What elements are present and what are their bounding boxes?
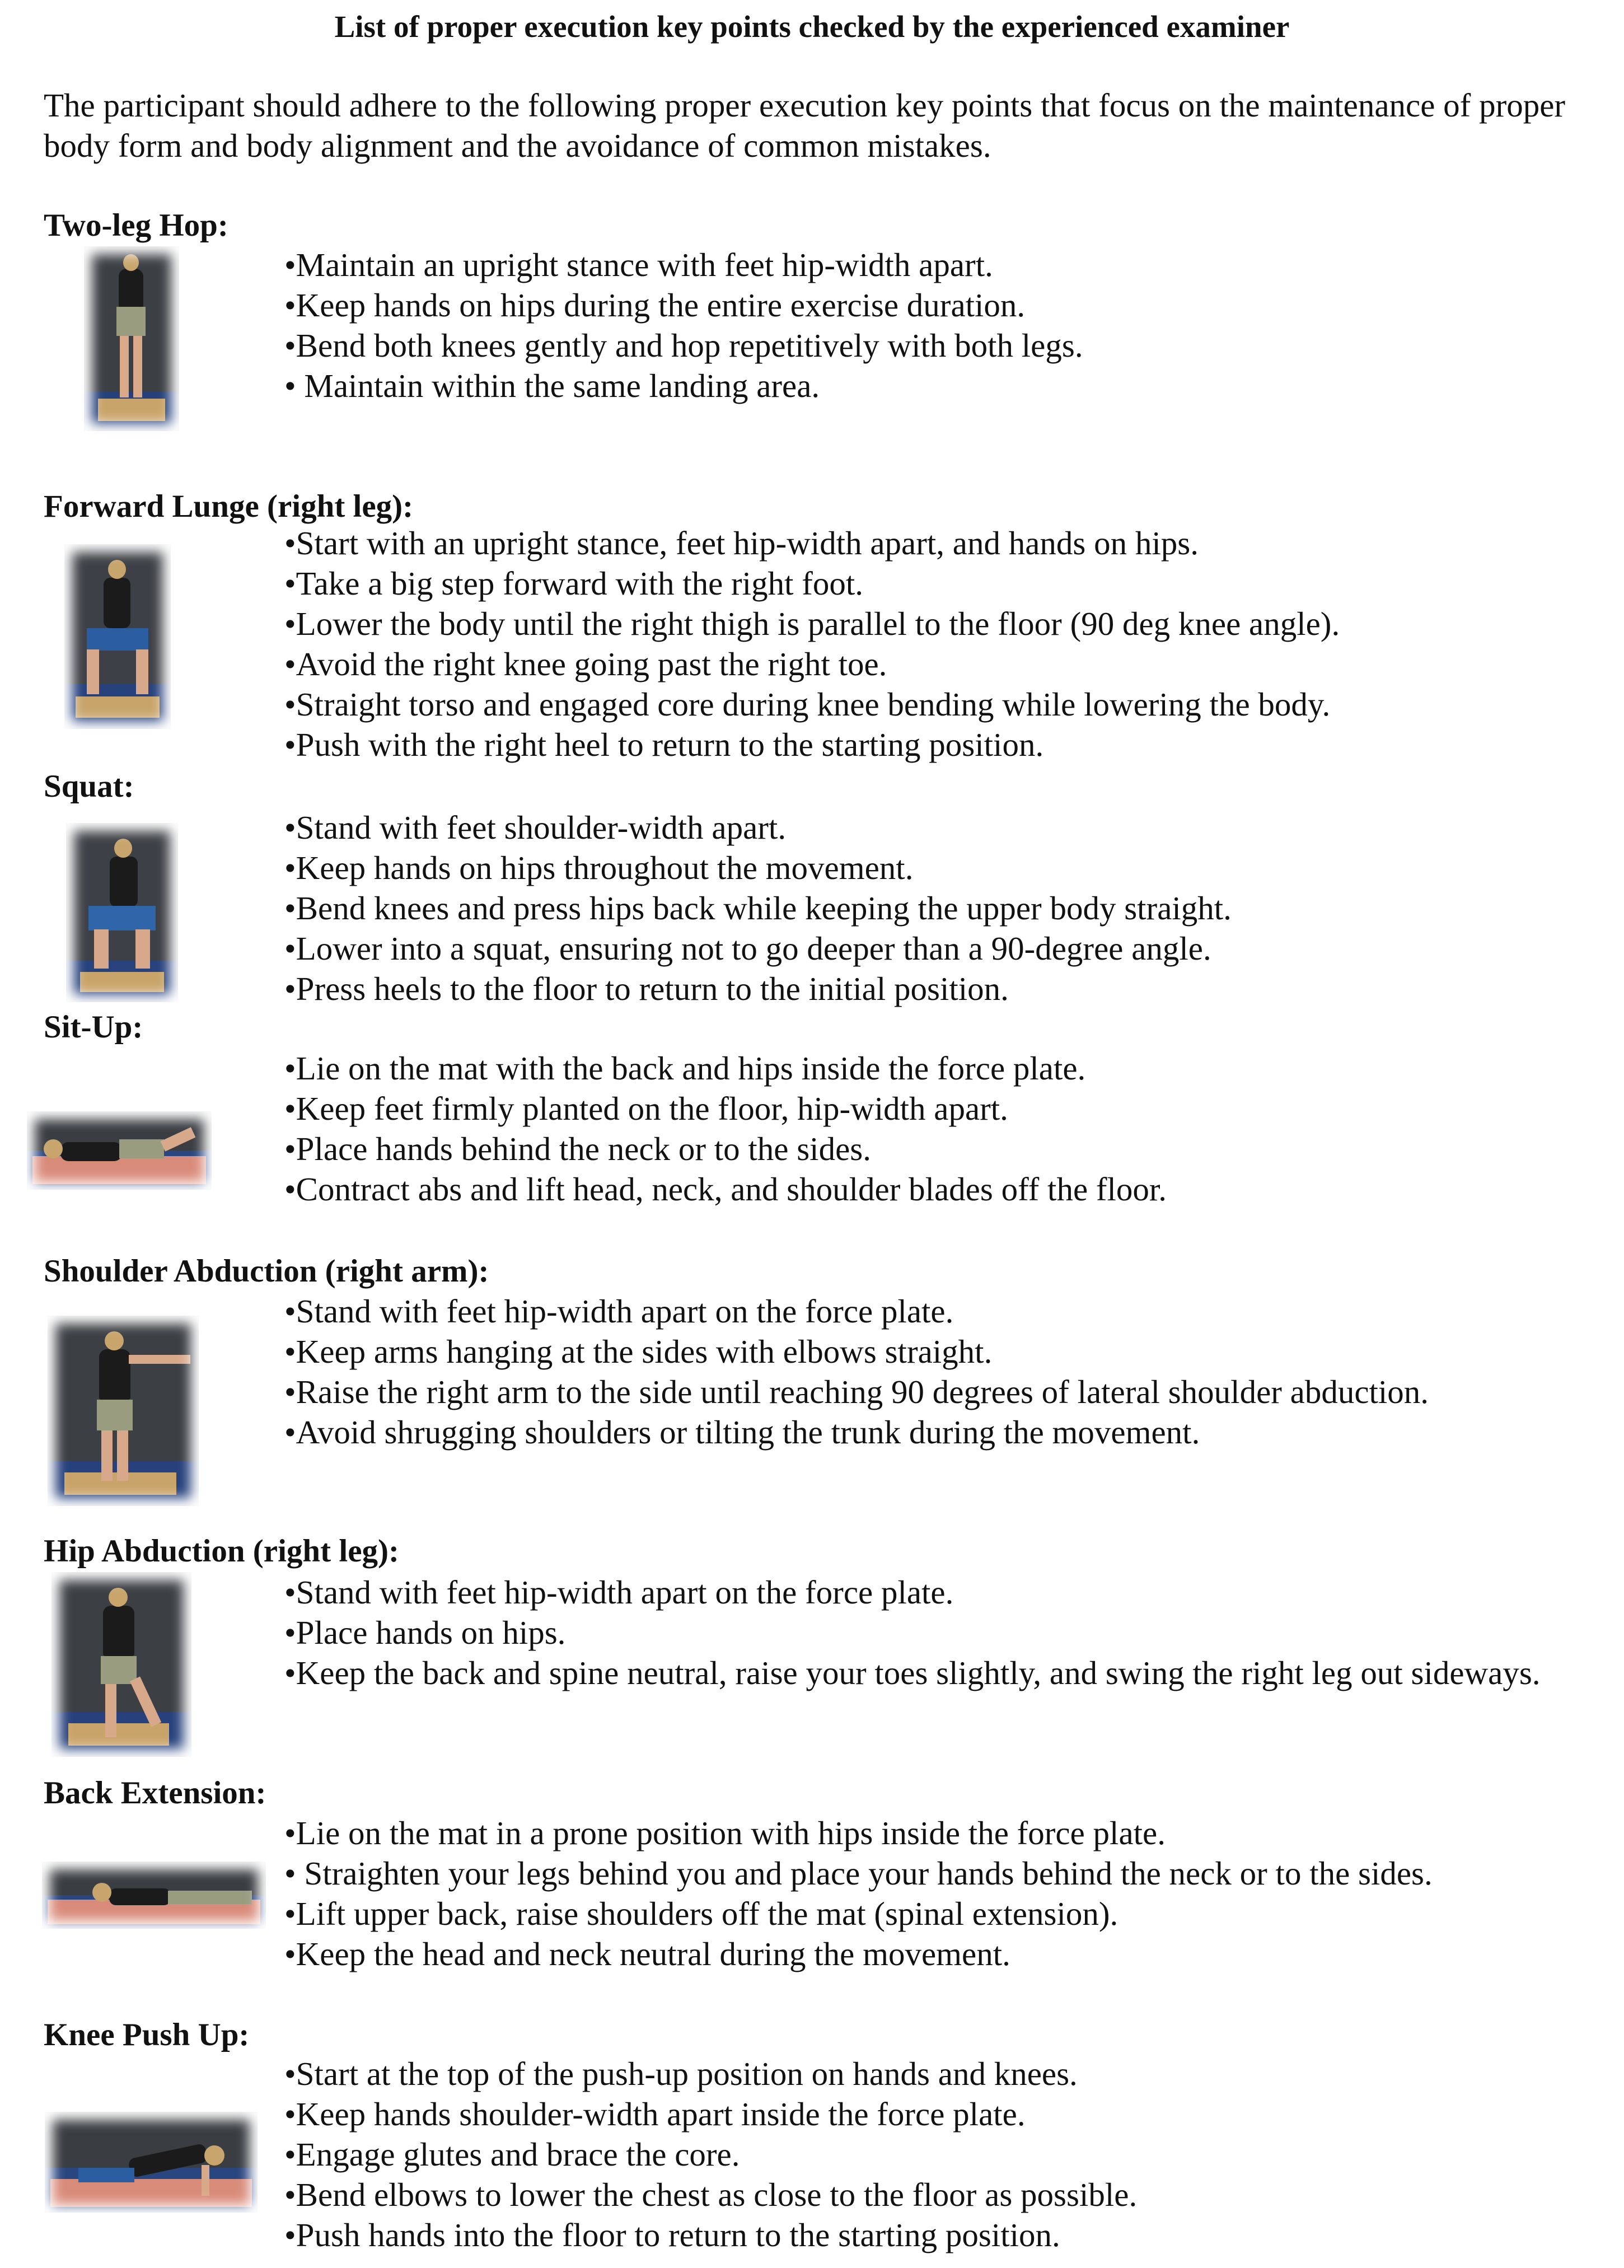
knee-push-up-bullets: [284, 2054, 1606, 2255]
bullet-item: •Press heels to the floor to return to the initial position.: [284, 970, 1009, 1007]
bullet-item: •Bend elbows to lower the chest as close to the floor as possible.: [284, 2176, 1138, 2213]
bullet-item: •Avoid the right knee going past the right toe.: [284, 646, 887, 682]
bullet-item: •Keep hands on hips during the entire exercise duration.: [284, 287, 1026, 324]
section-heading-back-extension: Back Extension:: [44, 1775, 266, 1811]
bullet-item: •Lie on the mat in a prone position with hips inside the force plate.: [284, 1815, 1166, 1851]
bullet-item: •Stand with feet hip-width apart on the force plate.: [284, 1574, 954, 1611]
bullet-item: •Stand with feet hip-width apart on the force plate.: [284, 1293, 954, 1330]
bullet-item: • Maintain within the same landing area.: [284, 367, 820, 404]
forward-lunge-bullets: [284, 523, 1606, 765]
bullet-item: •Keep the head and neck neutral during the movement.: [284, 1935, 1010, 1972]
two-leg-hop-bullets: [284, 245, 1606, 406]
bullet-item: •Bend both knees gently and hop repetitively with both legs.: [284, 327, 1083, 364]
bullet-item: •Take a big step forward with the right foot.: [284, 565, 863, 602]
hip-abduction-bullets: [284, 1572, 1606, 1693]
bullet-item: •Engage glutes and brace the core.: [284, 2136, 740, 2173]
page-title: List of proper execution key points checked by the experienced examiner: [334, 10, 1290, 44]
bullet-item: •Lower the body until the right thigh is parallel to the floor (90 deg knee angle).: [284, 605, 1340, 642]
bullet-item: •Keep feet firmly planted on the floor, hip-width apart.: [284, 1090, 1008, 1127]
bullet-item: •Start with an upright stance, feet hip-width apart, and hands on hips.: [284, 525, 1199, 562]
shoulder-abduction-photo: [48, 1316, 199, 1506]
bullet-item: •Push with the right heel to return to the starting position.: [284, 726, 1044, 763]
sit-up-photo: [27, 1111, 212, 1190]
section-heading-sit-up: Sit-Up:: [44, 1009, 143, 1045]
section-heading-knee-push-up: Knee Push Up:: [44, 2017, 250, 2052]
squat-photo: [66, 823, 178, 1002]
bullet-item: •Keep arms hanging at the sides with elbows straight.: [284, 1333, 993, 1370]
section-heading-forward-lunge: Forward Lunge (right leg):: [44, 489, 414, 524]
squat-bullets: [284, 807, 1606, 1009]
sit-up-bullets: [284, 1048, 1606, 1209]
bullet-item: •Keep hands shoulder-width apart inside the force plate.: [284, 2096, 1026, 2133]
bullet-item: •Bend knees and press hips back while keeping the upper body straight.: [284, 890, 1232, 927]
bullet-item: •Place hands on hips.: [284, 1614, 566, 1651]
section-heading-hip-abduction: Hip Abduction (right leg):: [44, 1533, 399, 1569]
bullet-item: •Contract abs and lift head, neck, and shoulder blades off the floor.: [284, 1171, 1167, 1208]
bullet-item: •Push hands into the floor to return to the starting position.: [284, 2216, 1060, 2253]
bullet-item: •Lower into a squat, ensuring not to go deeper than a 90-degree angle.: [284, 930, 1211, 967]
forward-lunge-photo: [64, 544, 171, 729]
two-leg-hop-photo: [84, 246, 179, 431]
section-heading-two-leg-hop: Two-leg Hop:: [44, 208, 228, 243]
bullet-item: •Place hands behind the neck or to the sides.: [284, 1130, 871, 1167]
bullet-item: •Keep hands on hips throughout the movement.: [284, 849, 914, 886]
bullet-item: •Stand with feet shoulder-width apart.: [284, 809, 787, 846]
knee-push-up-photo: [45, 2112, 258, 2213]
bullet-item: •Straight torso and engaged core during knee bending while lowering the body.: [284, 686, 1331, 723]
section-heading-shoulder-abduction: Shoulder Abduction (right arm):: [44, 1254, 489, 1289]
back-extension-bullets: [284, 1813, 1606, 1974]
back-extension-photo: [42, 1862, 266, 1929]
intro-paragraph: The participant should adhere to the following proper execution key points that focus on the maintenance of proper body form and body alignment and the avoidance of common mistakes.: [44, 87, 1566, 164]
bullet-item: •Start at the top of the push-up position on hands and knees.: [284, 2055, 1078, 2092]
bullet-item: • Straighten your legs behind you and place your hands behind the neck or to the sides.: [284, 1855, 1433, 1892]
bullet-item: •Raise the right arm to the side until reaching 90 degrees of lateral shoulder abduction.: [284, 1373, 1429, 1410]
bullet-item: •Lie on the mat with the back and hips inside the force plate.: [284, 1050, 1086, 1087]
bullet-item: •Maintain an upright stance with feet hip-width apart.: [284, 246, 993, 283]
bullet-item: •Keep the back and spine neutral, raise your toes slightly, and swing the right leg out sideways.: [284, 1654, 1541, 1691]
bullet-item: •Lift upper back, raise shoulders off the mat (spinal extension).: [284, 1895, 1118, 1932]
section-heading-squat: Squat:: [44, 769, 134, 804]
hip-abduction-photo: [52, 1572, 191, 1757]
shoulder-abduction-bullets: [284, 1291, 1606, 1452]
bullet-item: •Avoid shrugging shoulders or tilting the trunk during the movement.: [284, 1414, 1200, 1451]
